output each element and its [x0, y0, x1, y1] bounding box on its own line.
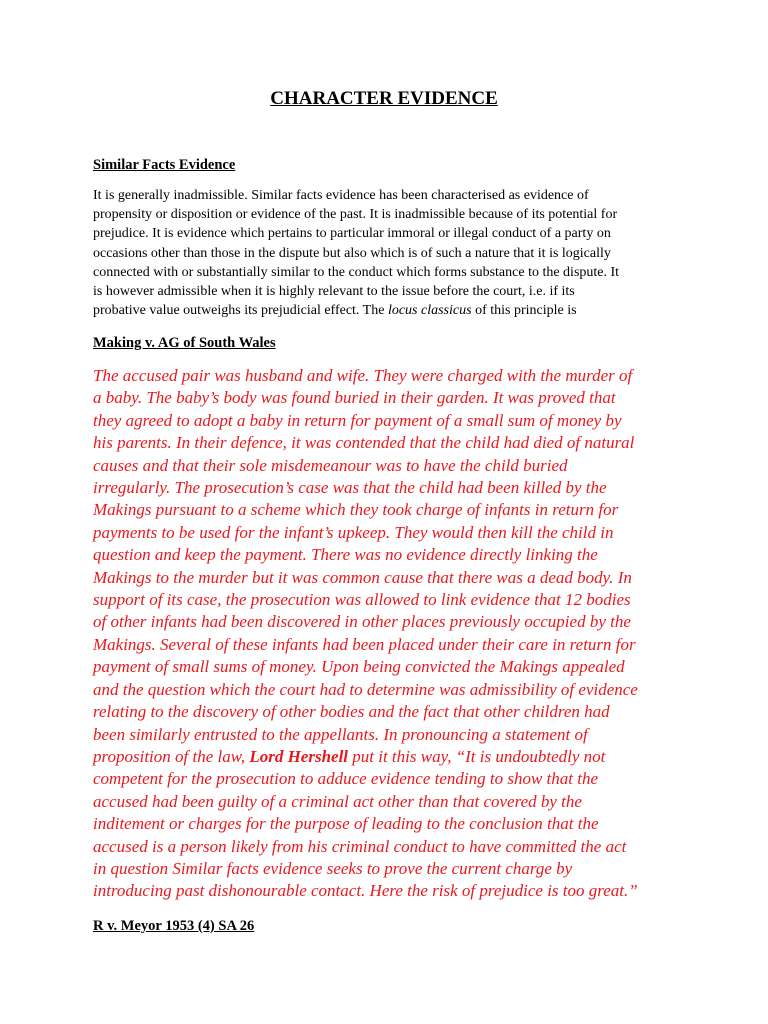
quote-line: introducing past dishonourable contact. Here the risk of prejudice is too great.” [93, 881, 638, 901]
quote-line [93, 746, 693, 768]
paragraph-line: occasions other than those in the dispute but also which is of such a nature that it is logically [93, 245, 611, 261]
quote-line: question and keep the payment. There was no evidence directly linking the [93, 545, 598, 565]
quote-text: put it this way, “It is undoubtedly not [348, 746, 606, 766]
quote-line: Makings. Several of these infants had been placed under their care in return for [93, 634, 636, 654]
quote-line: a baby. The baby’s body was found buried in their garden. It was proved that [93, 388, 616, 408]
quote-line: support of its case, the prosecution was allowed to link evidence that 12 bodies [93, 590, 631, 610]
paragraph-line: It is generally inadmissible. Similar facts evidence has been characterised as evidence of [93, 188, 589, 203]
quote-line: in question Similar facts evidence seeks to prove the current charge by [93, 858, 573, 878]
section-heading-similar-facts: Similar Facts Evidence [93, 157, 236, 173]
page-title: CHARACTER EVIDENCE [270, 88, 498, 109]
quote-line: irregularly. The prosecution’s case was that the child had been killed by the [93, 478, 607, 498]
case-heading-making: Making v. AG of South Wales [93, 335, 276, 351]
quote-line: payments to be used for the infant’s upkeep. They would then kill the child in [93, 522, 614, 542]
quote-line: payment of small sums of money. Upon being convicted the Makings appealed [93, 657, 625, 677]
quote-line: accused had been guilty of a criminal act other than that covered by the [93, 791, 582, 811]
intro-paragraph [93, 186, 678, 320]
quote-line: The accused pair was husband and wife. They were charged with the murder of [93, 366, 633, 385]
paragraph-text: probative value outweighs its prejudicial effect. The [93, 303, 388, 319]
quote-line: inditement or charges for the purpose of leading to the conclusion that the [93, 814, 599, 834]
quote-line: accused is a person likely from his criminal conduct to have committed the act [93, 836, 627, 856]
case-heading-meyor: R v. Meyor 1953 (4) SA 26 [93, 918, 255, 934]
paragraph-line: connected with or substantially similar to the conduct which forms substance to the dispute. It [93, 264, 620, 280]
quote-line: Makings pursuant to a scheme which they took charge of infants in return for [93, 500, 619, 520]
quote-line: they agreed to adopt a baby in return for payment of a small sum of money by [93, 410, 622, 430]
quote-line: been similarly entrusted to the appellants. In pronouncing a statement of [93, 724, 588, 744]
paragraph-line [93, 301, 678, 320]
case-quote [93, 365, 693, 903]
quote-line: Makings to the murder but it was common cause that there was a dead body. In [93, 567, 632, 587]
quote-line: of other infants had been discovered in other places previously occupied by the [93, 612, 631, 632]
quote-line: causes and that their sole misdemeanour was to have the child buried [93, 455, 568, 475]
quote-line: competent for the prosecution to adduce evidence tending to show that the [93, 769, 599, 789]
judge-name: Lord Hershell [249, 746, 349, 766]
paragraph-text: of this principle is [471, 303, 577, 319]
quote-text: proposition of the law, [93, 746, 250, 766]
quote-line: relating to the discovery of other bodies and the fact that other children had [93, 702, 610, 722]
paragraph-line: prejudice. It is evidence which pertains to particular immoral or illegal conduct of a party on [93, 226, 611, 242]
latin-term: locus classicus [387, 303, 472, 319]
quote-line: and the question which the court had to determine was admissibility of evidence [93, 679, 638, 699]
paragraph-line: propensity or disposition or evidence of the past. It is inadmissible because of its potential for [93, 207, 618, 223]
paragraph-line: is however admissible when it is highly relevant to the issue before the court, i.e. if its [93, 284, 575, 300]
quote-line: his parents. In their defence, it was contended that the child had died of natural [93, 433, 635, 453]
